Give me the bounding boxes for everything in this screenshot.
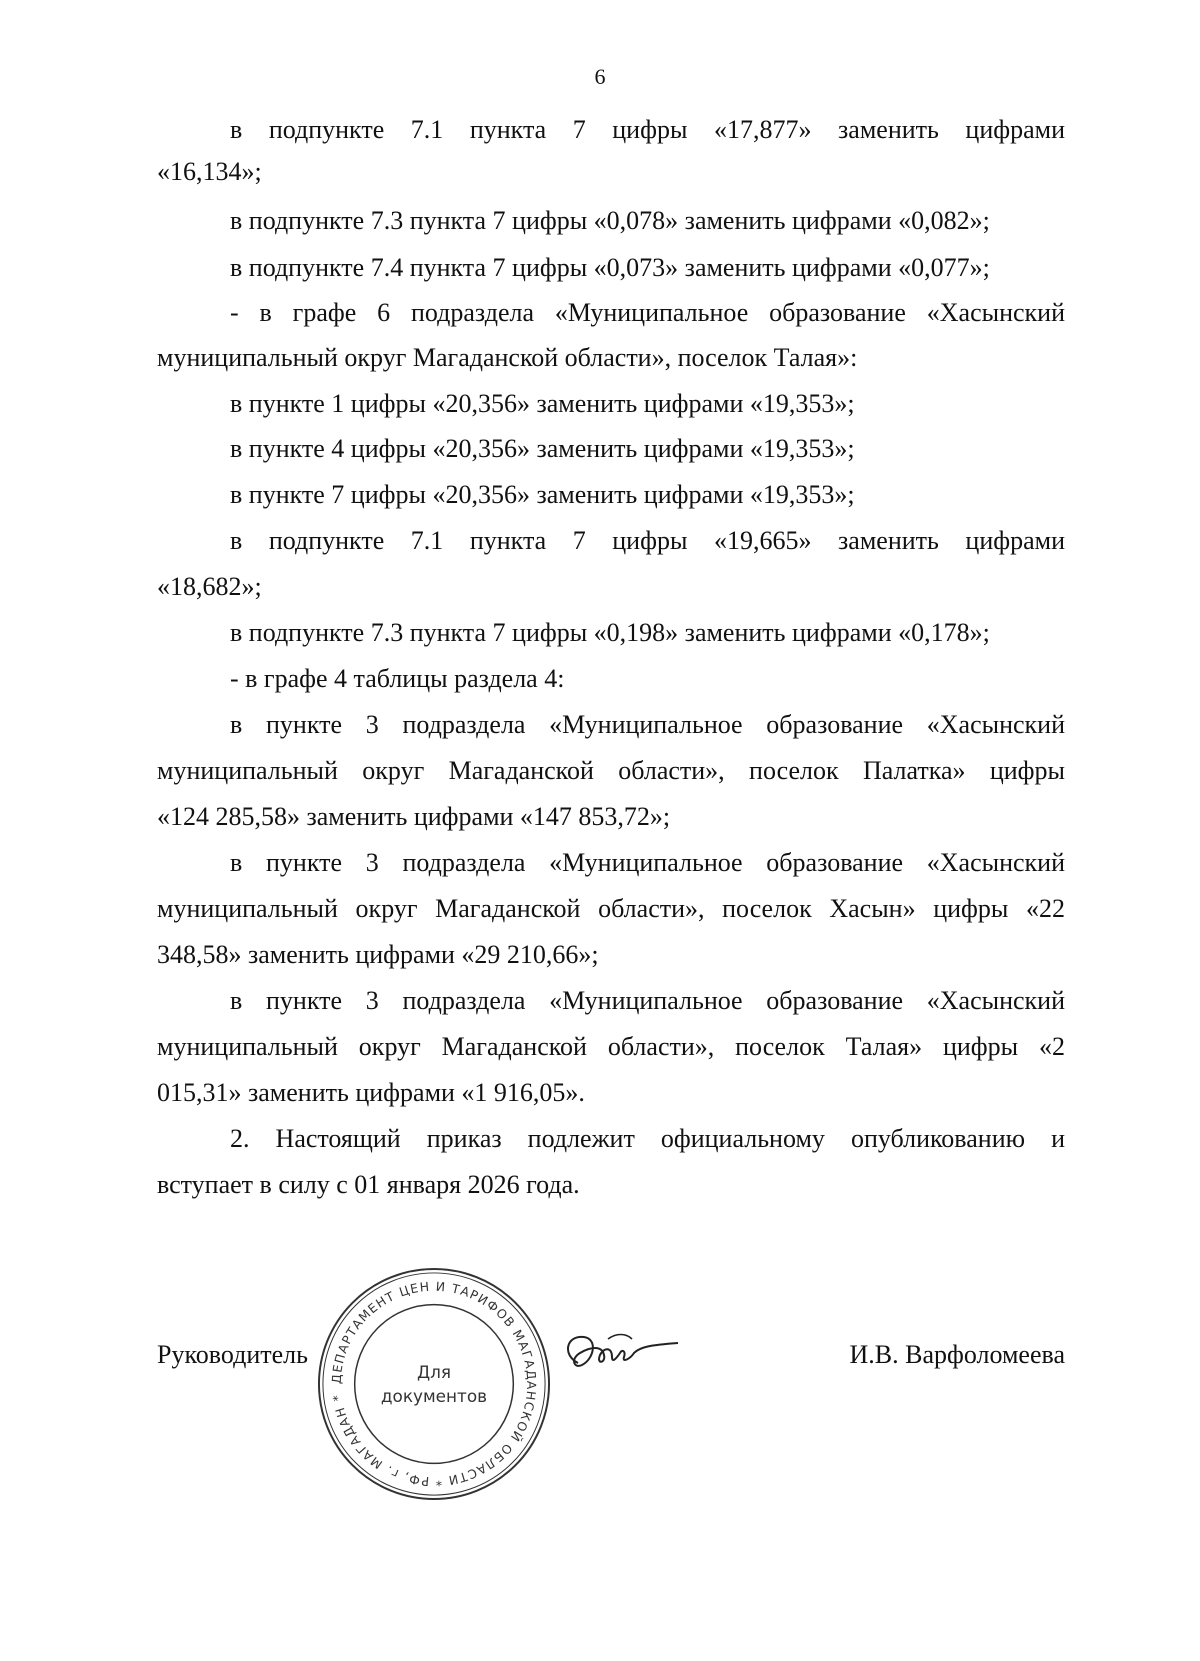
signatory-role: Руководитель	[157, 1340, 308, 1369]
text-line: вступает в силу с 01 января 2026 года.	[157, 1170, 580, 1199]
text-line: муниципальный округ Магаданской области», поселок Палатка» цифры	[157, 756, 1065, 785]
text-line: 015,31» заменить цифрами «1 916,05».	[157, 1078, 585, 1107]
text-line: в подпункте 7.3 пункта 7 цифры «0,078» заменить цифрами «0,082»;	[230, 206, 990, 235]
handwritten-signature	[560, 1325, 680, 1385]
text-line: в пункте 3 подраздела «Муниципальное образование «Хасынский	[230, 986, 1065, 1015]
text-line: в подпункте 7.3 пункта 7 цифры «0,198» заменить цифрами «0,178»;	[230, 618, 990, 647]
text-line: в подпункте 7.1 пункта 7 цифры «17,877» заменить цифрами	[230, 115, 1065, 144]
text-line: 348,58» заменить цифрами «29 210,66»;	[157, 940, 599, 969]
text-line: в пункте 3 подраздела «Муниципальное образование «Хасынский	[230, 848, 1065, 877]
stamp-ring-text: ДЕПАРТАМЕНТ ЦЕН И ТАРИФОВ МАГАДАНСКОЙ ОБЛАСТИ * РФ, г. МАГАДАН *	[328, 1278, 540, 1490]
text-line: в пункте 7 цифры «20,356» заменить цифрами «19,353»;	[230, 480, 855, 509]
text-line: - в графе 6 подраздела «Муниципальное образование «Хасынский	[230, 298, 1065, 327]
stamp-inner-ring-1	[323, 1273, 545, 1495]
official-stamp	[315, 1265, 553, 1503]
page-number: 6	[594, 64, 606, 89]
text-line: в пункте 3 подраздела «Муниципальное образование «Хасынский	[230, 710, 1065, 739]
text-line: в подпункте 7.1 пункта 7 цифры «19,665» заменить цифрами	[230, 526, 1065, 555]
text-line: в пункте 4 цифры «20,356» заменить цифрами «19,353»;	[230, 434, 855, 463]
text-line: «124 285,58» заменить цифрами «147 853,72»;	[157, 802, 671, 831]
text-line: в пункте 1 цифры «20,356» заменить цифрами «19,353»;	[230, 389, 855, 418]
stamp-center-text-1: Для	[416, 1362, 452, 1383]
text-line: «16,134»;	[157, 157, 262, 186]
text-line: муниципальный округ Магаданской области», поселок Хасын» цифры «22	[157, 894, 1065, 923]
stamp-inner-ring-2	[355, 1305, 514, 1464]
text-line: «18,682»;	[157, 572, 262, 601]
text-line: в подпункте 7.4 пункта 7 цифры «0,073» заменить цифрами «0,077»;	[230, 253, 990, 282]
stamp-outer-ring	[319, 1269, 549, 1499]
signatory-name: И.В. Варфоломеева	[849, 1340, 1065, 1369]
stamp-center-text-2: документов	[380, 1385, 488, 1406]
text-line: - в графе 4 таблицы раздела 4:	[230, 664, 565, 693]
text-line: муниципальный округ Магаданской области», поселок Талая» цифры «2	[157, 1032, 1065, 1061]
text-line: 2. Настоящий приказ подлежит официальному опубликованию и	[230, 1124, 1065, 1153]
text-line: муниципальный округ Магаданской области», поселок Талая»:	[157, 343, 858, 372]
